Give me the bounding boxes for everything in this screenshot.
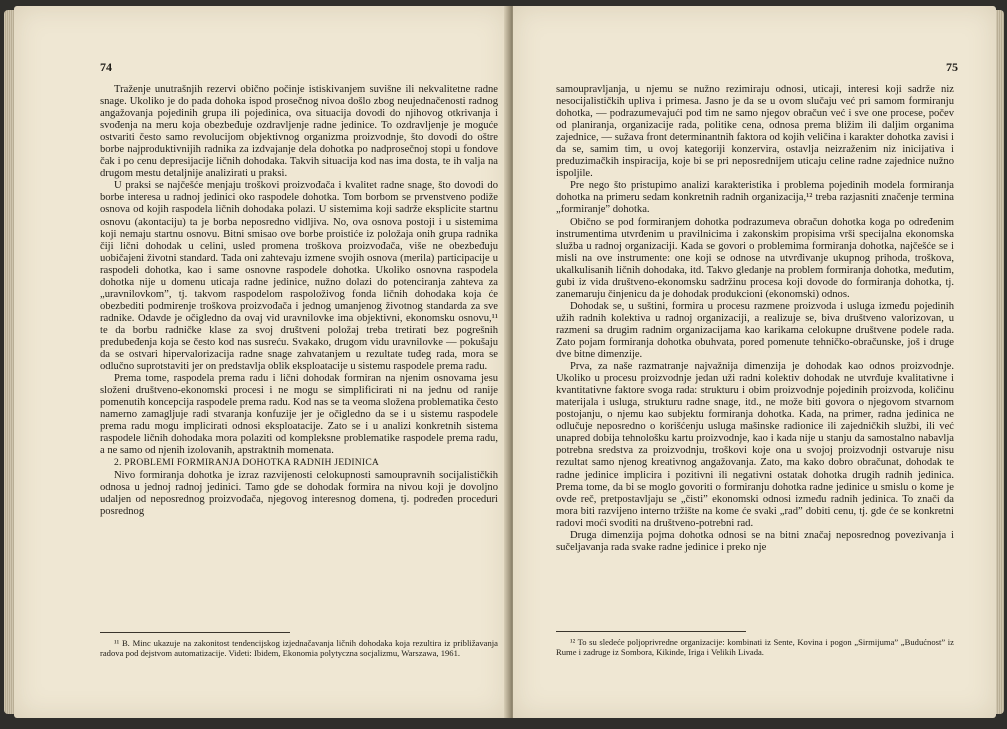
paragraph: Pre nego što pristupimo analizi karakteristika i problema pojedinih modela formiranja dohotka na primeru sedam konkretnih radnih organizacija,¹² treba razjasniti značenje termina „formiranje” dohotka. xyxy=(556,180,954,216)
section-heading: 2. PROBLEMI FORMIRANJA DOHOTKA RADNIH JEDINICA xyxy=(114,457,380,469)
left-page xyxy=(14,6,508,718)
body-text xyxy=(100,84,498,518)
page-number: 74 xyxy=(100,60,112,74)
paragraph: Prva, za naše razmatranje najvažnija dimenzija je dohodak kao odnos proizvodnje. Ukoliko u procesu proizvodnje jedan uži radni kolektiv dohodak ne utvrđuje kvalitativne i kvantitativne faktore svoga rada: strukturu i obim proizvodnje pojedinih proizvoda, količinu materijala i usluga, strukturu radne snage, itd., ne može biti govora o njegovom stvarnom postojanju, o njemu kao subjektu formiranja dohotka. Kada, na primer, radna jedinica ne odlučuje neposredno o korišćenju uslugа mašinske radionice ili zajedničkih službi, ili već unapred dobija tehnološku kartu proizvodnje, kao i kada nije u stanju da samostalno nabavlja potrebna sredstva za proizvodnju, troškovi koje ona u svojoj proizvodnji ostvaruje nisu rezultat samo njenog kreativnog angažovanja. Zato, ma kako dobro obračunat, dohodak te radne jedinice implicira i pozitivni ili negativni ostatak dohotka drugih radnih jedinica. Prema tome, da bi se moglo govoriti o formiranju dohotka radne jedinice u smislu o kome je ovde reč, pretpostavljaju se „čisti” ekonomski odnosi između radnih jedinica. To znači da mora biti razvijeno interno tržište na kome će svaki „rad” dobiti cenu, tj. gde će se konkretni radovi moći svoditi na društveno-potrebni rad. xyxy=(556,361,954,529)
footnote-rule xyxy=(100,632,290,633)
paragraph: Obično se pod formiranjem dohotka podrazumeva obračun dohotka koga po određenim instrumentima utvrđenim u pravilnicima i zakonskim propisima vrši specijalna ekonomska služba u radnoj organizaciji. Kada se govori o problemima formiranja dohotka, najčešće se i misli na ove instrumente: one koji se odnose na utvrđivanje ukupnog prihoda, troškova, ukalkulisanih ličnih dohodaka, itd. Takvo gledanje na problem formiranja dohotka, međutim, gubi iz vida društveno-ekonomsku sadržinu procesa koji dovode do formiranja dohotka, tj. zanemaruju činjenicu da je dohodak produkcioni (ekonomski) odnos. xyxy=(556,216,954,300)
paragraph: Traženje unutrašnjih rezervi obično počinje istiskivanjem suvišne ili nekvalitetne radne snage. Ukoliko je do pada dohoka ispod prosečnog nivoa došlo zbog neujednačenosti radnog angažovanja pojedinih grupa ili pojedinica, ova situacija dovodi do njihovog otkrivanja i svođenja na meru koja obezbeđuje ozdravljenje radne jedinice. To ozdravljenje je moguće ostvariti često samo revolucijom objektivnog organizma proizvodnje, što dovodi do oštre borbe najproduktivnijih radnika za izdvajanje dela dohotka po nadprosečnoj stopi u fondove čak i po cenu depresijacije ličnih dohodaka. Takvih situacija kod nas ima dosta, te ih valja na drugom mestu detaljnije analizirati u praksi. xyxy=(100,84,498,180)
paragraph: Dohodak se, u suštini, formira u procesu razmene proizvoda i usluga između pojedinih užih radnih kolektiva u radnoj organizaciji, a realizuje se, bivа društveno valorizovan, u razmeni sa drugim radnim organizacijama kao karikama celokupne društvene podele rada. Zato pojam formiranja dohotka obuhvata, pored pomenute tehničko-obračunske, još i druge dve bitne dimenzije. xyxy=(556,300,954,361)
body-text xyxy=(556,84,954,554)
paragraph: samoupravljanja, u njemu se nužno rezimiraju odnosi, uticaji, interesi koji sadrže niz nesocijalističkih upliva i primesa. Jasno je da se u ovom slučaju već pri samom formiranju dohotka, — podrazumevajući pod tim ne samo njegov obračun već i sve one procese, počev od planiranja, organizacije rada, politike cena, odnosa prema bližim ili daljim organima zajednice, — sužava front determinantnih faktora od kojih veličina i karakter dohotka zavisi i da se, samim tim, u ovoj kategoriji konzervira, ostavlja neizraženim niz inicijativa i preduzimačkih inspiracija, koje bi se pri neposrednijem uticaju celine radne zajednice nužno ispoljile. xyxy=(556,84,954,180)
footnote: ¹² To su sledeće poljoprivredne organizacije: kombinati iz Sente, Kovina i pogon „Sirmijuma” „Budućnost” iz Rume i zadruge iz Sombora, Kikinde, Iriga i Velikih Livada. xyxy=(556,637,954,657)
footnote-rule xyxy=(556,631,746,632)
footnotes xyxy=(100,632,498,658)
footnotes xyxy=(556,631,954,657)
right-page xyxy=(513,6,996,718)
footnote: ¹¹ B. Minc ukazuje na zakonitost tendencijskog izjednačavanja ličnih dohodaka koja rezultira iz približavanja radova pod dejstvom automatizacije. Videti: Ibidem, Ekonomia polytyczna socjalizmu, Warszawa, 1961. xyxy=(100,638,498,658)
paragraph: Prema tome, raspodela prema radu i lični dohodak formiran na njenim osnovama jesu složeni društveno-ekonomski procesi i ne mogu se simplificirati ni na jednu od ranije pomenutih koncepcija raspodele prema radu. Kod nas se ta veoma složena problematika često namerno zamagljuje radi stvaranja konfuzije jer je očigledno da se i u sistemu raspodele prema radu mogu implicirati odnosi eksploatacije. Zato se i u analizi konkretnih sistema raspodele ličnih dohodaka mora polaziti od kompleksne problematike raspodele prema radu, a ne samo od njenih izolovanih, apstraktnih momenata. xyxy=(100,373,499,457)
paragraph: Nivo formiranja dohotka je izraz razvijenosti celokupnosti samoupravnih socijalističkih odnosa u jednoj radnoj jedinici. Tamo gde se dohodak formira na nivou koji je dovoljno udaljen od neposrednog proizvođača, njegovog interesnog domena, tj. podređen proceduri posrednog xyxy=(100,469,498,517)
page-number: 75 xyxy=(946,60,958,74)
paragraph: Druga dimenzija pojma dohotka odnosi se na bitni značaj neposrednog povezivanja i sučeljavanja rada svake radne jedinice i preko nje xyxy=(556,529,954,553)
paragraph: U praksi se najčešće menjaju troškovi proizvođača i kvalitet radne snage, što dovodi do borbe interesa u radnoj jedinici oko raspodele dohotka. Tom borbom se prvenstveno podiže osnova od kojih raspodela ličnih dohodaka polazi. U sistemima koji sadrže eksplicite startnu osnovu (akontaciju) ta je borba neposredno vidljiva. No, ova osnova postoji i u sistemima koji nemaju startnu osnovu. Bitni smisao ove borbe proistiće iz položaja onih grupa radnika čiji lični dohodak u celini, usled promena troškova proizvođača, više ne obezbeđuju uobičajeni životni standard. Tada oni zahtevaju izmene svojih osnova (merila) participacije u raspodeli dohotka, kao i same osnovne raspodele dohotka. Ukoliko osnovna raspodela dohotka nije u domenu uticaja radne jedinice, nužno dolazi do potenciranja zahteva za „uravnilovkom”, tj. takvom raspodelom raspoloživog fonda ličnih dohodaka koja će obezbediti podmirenje troškova proizvođača i jednog umanjenog životnog standarda za sve radnike. Odavde je očigledno da ovaj vid uravnilovke ima objektivni, ekonomsku osnovu,¹¹ te da borbu radničke klase za svoj društveni položaj treba tretirati bez pogrešnih predubeđenja koja se često kod nas susreću. Svakako, drugom vidu uravnilovke — pokušaju da se ostvari hipervalorizacija radne snage zahvatanjem u rezultate tuđeg rada, mora se odlučno suprotstaviti jer on predstavlja oblik eksploatacije u sistemu raspodele prema radu. xyxy=(100,180,498,373)
